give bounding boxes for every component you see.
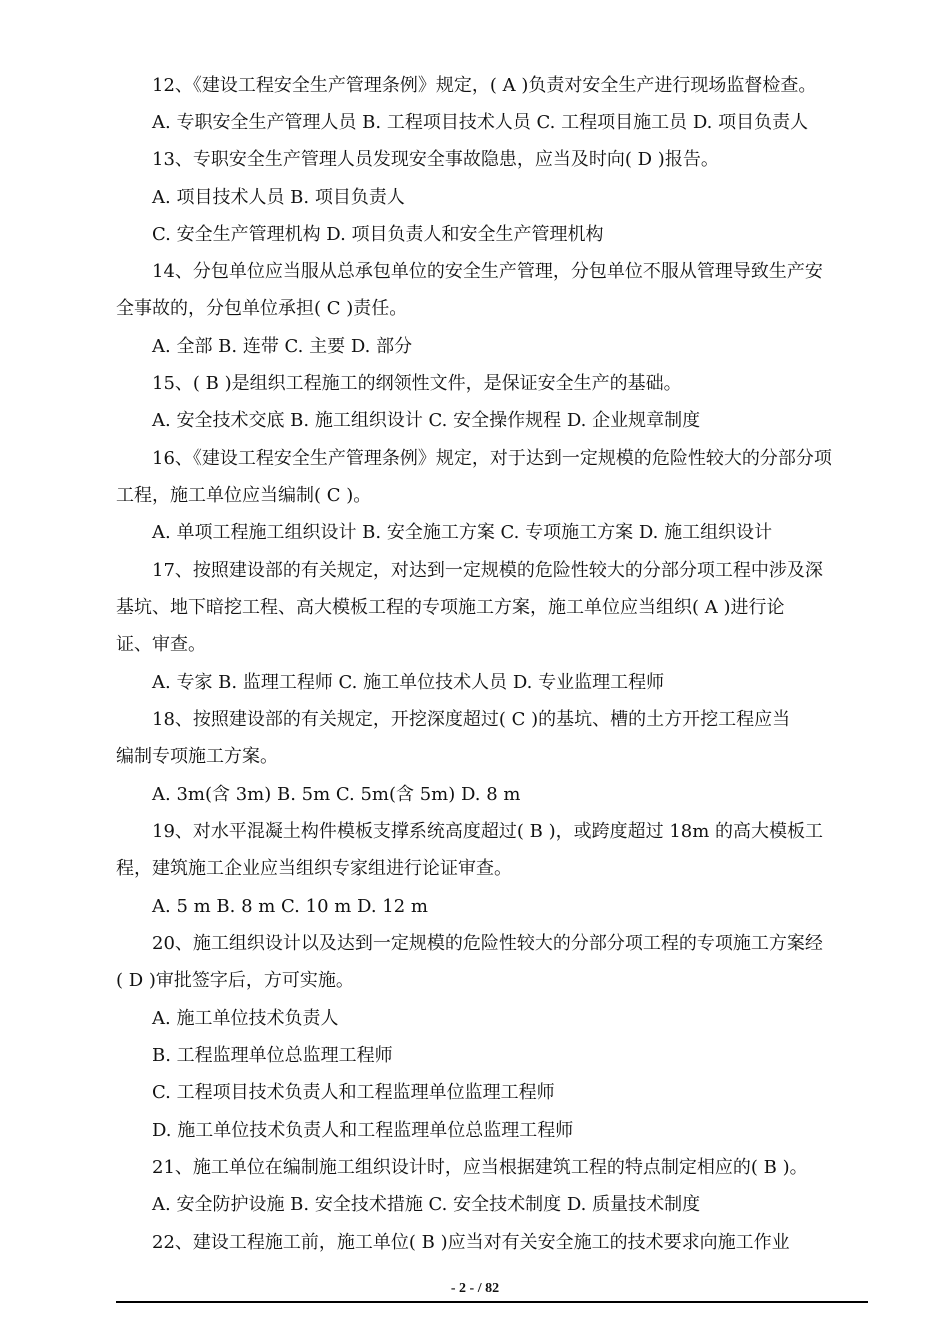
options-15: A. 安全技术交底 B. 施工组织设计 C. 安全操作规程 D. 企业规章制度 [152,410,701,431]
option-20-b: B. 工程监理单位总监理工程师 [152,1045,393,1066]
options-16: A. 单项工程施工组织设计 B. 安全施工方案 C. 专项施工方案 D. 施工组织设计 [152,522,773,543]
question-17-line-2: 基坑、地下暗挖工程、高大模板工程的专项施工方案，施工单位应当组织( A )进行论 [116,597,785,618]
option-20-d: D. 施工单位技术负责人和工程监理单位总监理工程师 [152,1120,574,1141]
option-20-a: A. 施工单位技术负责人 [152,1008,339,1029]
question-20-line-2: ( D )审批签字后，方可实施。 [116,970,354,991]
options-13-row-1: A. 项目技术人员 B. 项目负责人 [152,187,405,208]
question-17-line-3: 证、审查。 [116,634,206,655]
options-19: A. 5 m B. 8 m C. 10 m D. 12 m [152,896,428,917]
options-17: A. 专家 B. 监理工程师 C. 施工单位技术人员 D. 专业监理工程师 [152,672,665,693]
question-21: 21、施工单位在编制施工组织设计时，应当根据建筑工程的特点制定相应的( B )。 [152,1157,808,1178]
question-19-line-2: 程，建筑施工企业应当组织专家组进行论证审查。 [116,858,512,879]
question-16-line-2: 工程，施工单位应当编制( C )。 [116,485,372,506]
question-14-line-1: 14、分包单位应当服从总承包单位的安全生产管理，分包单位不服从管理导致生产安 [152,261,823,282]
footer-rule [116,1301,868,1303]
options-12: A. 专职安全生产管理人员 B. 工程项目技术人员 C. 工程项目施工员 D. 项目负责人 [152,112,809,133]
options-21: A. 安全防护设施 B. 安全技术措施 C. 安全技术制度 D. 质量技术制度 [152,1194,701,1215]
page-number-footer: - 2 - / 82 [450,1281,500,1296]
question-12: 12、《建设工程安全生产管理条例》规定，( A )负责对安全生产进行现场监督检查。 [152,75,817,96]
question-13: 13、专职安全生产管理人员发现安全事故隐患，应当及时向( D )报告。 [152,149,719,170]
options-14: A. 全部 B. 连带 C. 主要 D. 部分 [152,336,413,357]
options-13-row-2: C. 安全生产管理机构 D. 项目负责人和安全生产管理机构 [152,224,604,245]
question-15: 15、( B )是组织工程施工的纲领性文件，是保证安全生产的基础。 [152,373,682,394]
question-18-line-2: 编制专项施工方案。 [116,746,278,767]
options-18: A. 3m(含 3m) B. 5m C. 5m(含 5m) D. 8 m [152,784,521,805]
question-17-line-1: 17、按照建设部的有关规定，对达到一定规模的危险性较大的分部分项工程中涉及深 [152,560,823,581]
question-20-line-1: 20、施工组织设计以及达到一定规模的危险性较大的分部分项工程的专项施工方案经 [152,933,823,954]
option-20-c: C. 工程项目技术负责人和工程监理单位监理工程师 [152,1082,555,1103]
question-16-line-1: 16、《建设工程安全生产管理条例》规定，对于达到一定规模的危险性较大的分部分项 [152,448,832,469]
question-18-line-1: 18、按照建设部的有关规定，开挖深度超过( C )的基坑、槽的土方开挖工程应当 [152,709,791,730]
question-19-line-1: 19、对水平混凝土构件模板支撑系统高度超过( B )，或跨度超过 18m 的高大模板工 [152,821,824,842]
question-22-line-1: 22、建设工程施工前，施工单位( B )应当对有关安全施工的技术要求向施工作业 [152,1232,790,1253]
question-14-line-2: 全事故的，分包单位承担( C )责任。 [116,298,408,319]
